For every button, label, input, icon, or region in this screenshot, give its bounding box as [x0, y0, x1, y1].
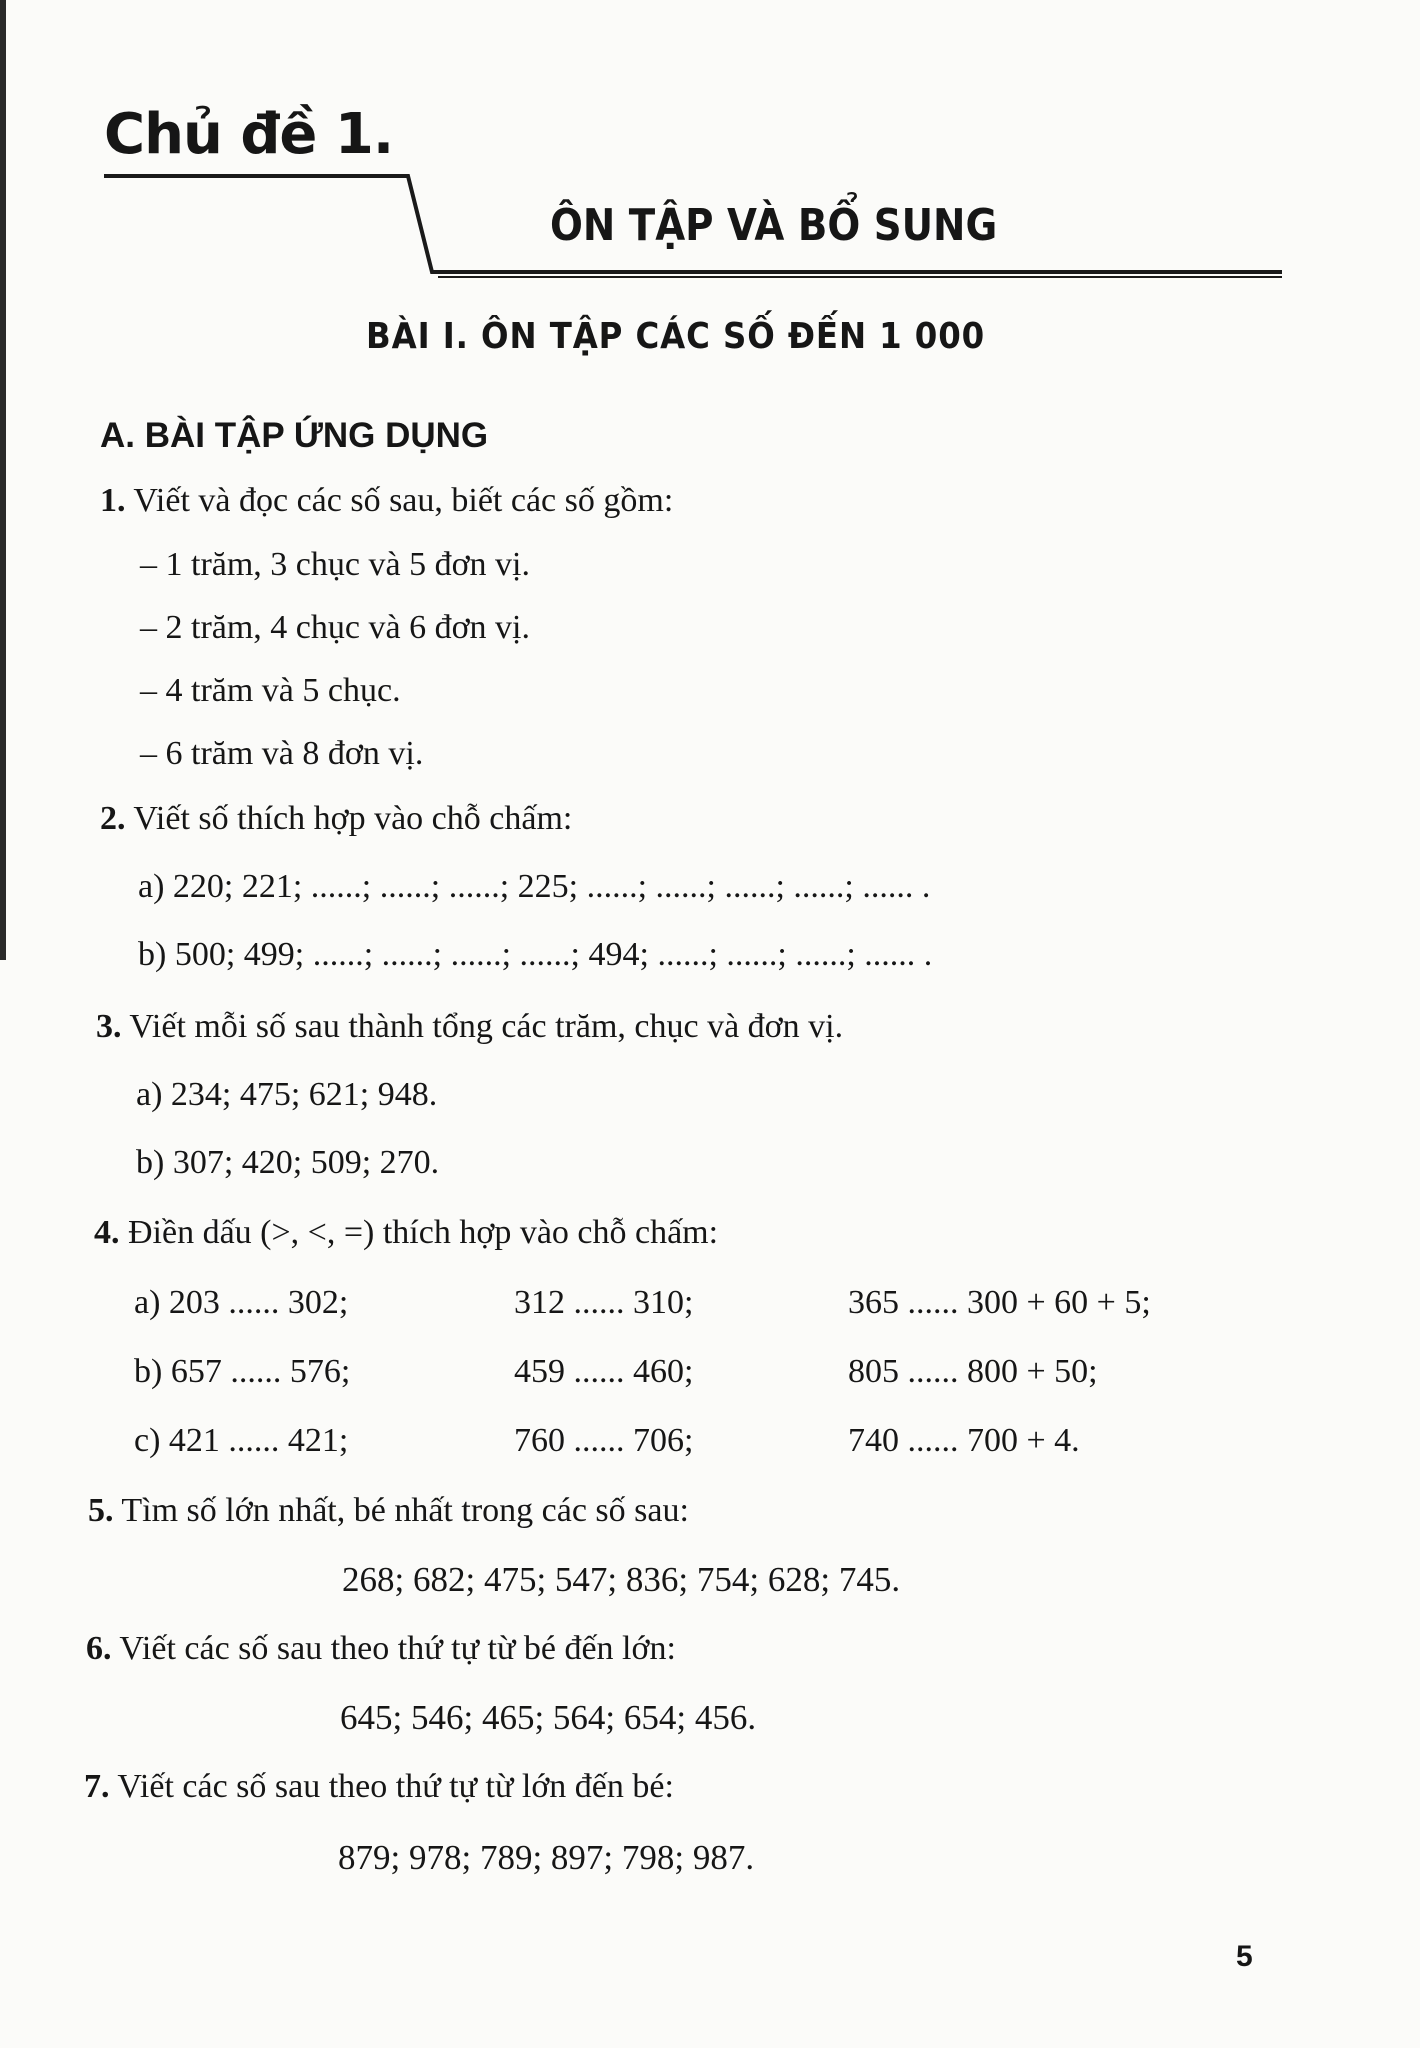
topic-title: ÔN TẬP VÀ BỔ SUNG — [550, 200, 998, 251]
question-3-number: 3. — [96, 1008, 122, 1045]
question-7-number: 7. — [84, 1768, 110, 1805]
question-4-row-b-col-1: b) 657 ...... 576; — [134, 1353, 351, 1390]
question-4-row-a-col-2: 312 ...... 310; — [514, 1284, 694, 1321]
question-1-item-3: – 4 trăm và 5 chục. — [140, 672, 401, 709]
question-1-item-1: – 1 trăm, 3 chục và 5 đơn vị. — [140, 546, 531, 583]
question-5 — [88, 1492, 689, 1530]
question-3-text: Viết mỗi số sau thành tổng các trăm, chục và đơn vị. — [129, 1008, 844, 1045]
question-4-number: 4. — [94, 1214, 120, 1251]
question-4 — [94, 1214, 718, 1252]
question-3-part-b: b) 307; 420; 509; 270. — [136, 1144, 440, 1181]
question-7-numbers: 879; 978; 789; 897; 798; 987. — [338, 1838, 755, 1877]
question-4-text: Điền dấu (>, <, =) thích hợp vào chỗ chấm: — [128, 1214, 719, 1251]
question-3-part-a: a) 234; 475; 621; 948. — [136, 1076, 438, 1113]
page-number: 5 — [1236, 1940, 1253, 1973]
question-5-number: 5. — [88, 1492, 114, 1529]
topic-label: Chủ đề 1. — [104, 102, 394, 167]
topic-header-rule — [0, 0, 1420, 300]
lesson-title: BÀI I. ÔN TẬP CÁC SỐ ĐẾN 1 000 — [366, 316, 986, 357]
question-6-numbers: 645; 546; 465; 564; 654; 456. — [340, 1698, 757, 1737]
question-5-text: Tìm số lớn nhất, bé nhất trong các số sau: — [121, 1492, 689, 1529]
question-1-text: Viết và đọc các số sau, biết các số gồm: — [133, 482, 674, 519]
question-4-row-c-col-1: c) 421 ...... 421; — [134, 1422, 349, 1459]
question-5-numbers: 268; 682; 475; 547; 836; 754; 628; 745. — [342, 1560, 901, 1599]
question-7 — [84, 1768, 674, 1806]
question-7-text: Viết các số sau theo thứ tự từ lớn đến bé: — [117, 1768, 674, 1805]
question-1-item-4: – 6 trăm và 8 đơn vị. — [140, 735, 424, 772]
question-1-item-2: – 2 trăm, 4 chục và 6 đơn vị. — [140, 609, 531, 646]
question-4-row-a-col-3: 365 ...... 300 + 60 + 5; — [848, 1284, 1151, 1321]
question-4-row-c-col-2: 760 ...... 706; — [514, 1422, 694, 1459]
question-2-part-b: b) 500; 499; ......; ......; ......; ......; 494; ......; ......; ......; ...... . — [138, 936, 933, 973]
question-2-part-a: a) 220; 221; ......; ......; ......; 225; ......; ......; ......; ......; ...... . — [138, 868, 931, 905]
question-4-row-a-col-1: a) 203 ...... 302; — [134, 1284, 349, 1321]
question-6-text: Viết các số sau theo thứ tự từ bé đến lớn: — [119, 1630, 676, 1667]
question-4-row-b-col-3: 805 ...... 800 + 50; — [848, 1353, 1098, 1390]
question-1-number: 1. — [100, 482, 126, 519]
question-4-row-b-col-2: 459 ...... 460; — [514, 1353, 694, 1390]
question-3 — [96, 1008, 843, 1046]
question-2 — [100, 800, 572, 838]
question-6-number: 6. — [86, 1630, 112, 1667]
question-6 — [86, 1630, 676, 1668]
question-1 — [100, 482, 673, 520]
section-title: A. BÀI TẬP ỨNG DỤNG — [100, 416, 489, 455]
question-2-text: Viết số thích hợp vào chỗ chấm: — [133, 800, 573, 837]
question-2-number: 2. — [100, 800, 126, 837]
question-4-row-c-col-3: 740 ...... 700 + 4. — [848, 1422, 1080, 1459]
